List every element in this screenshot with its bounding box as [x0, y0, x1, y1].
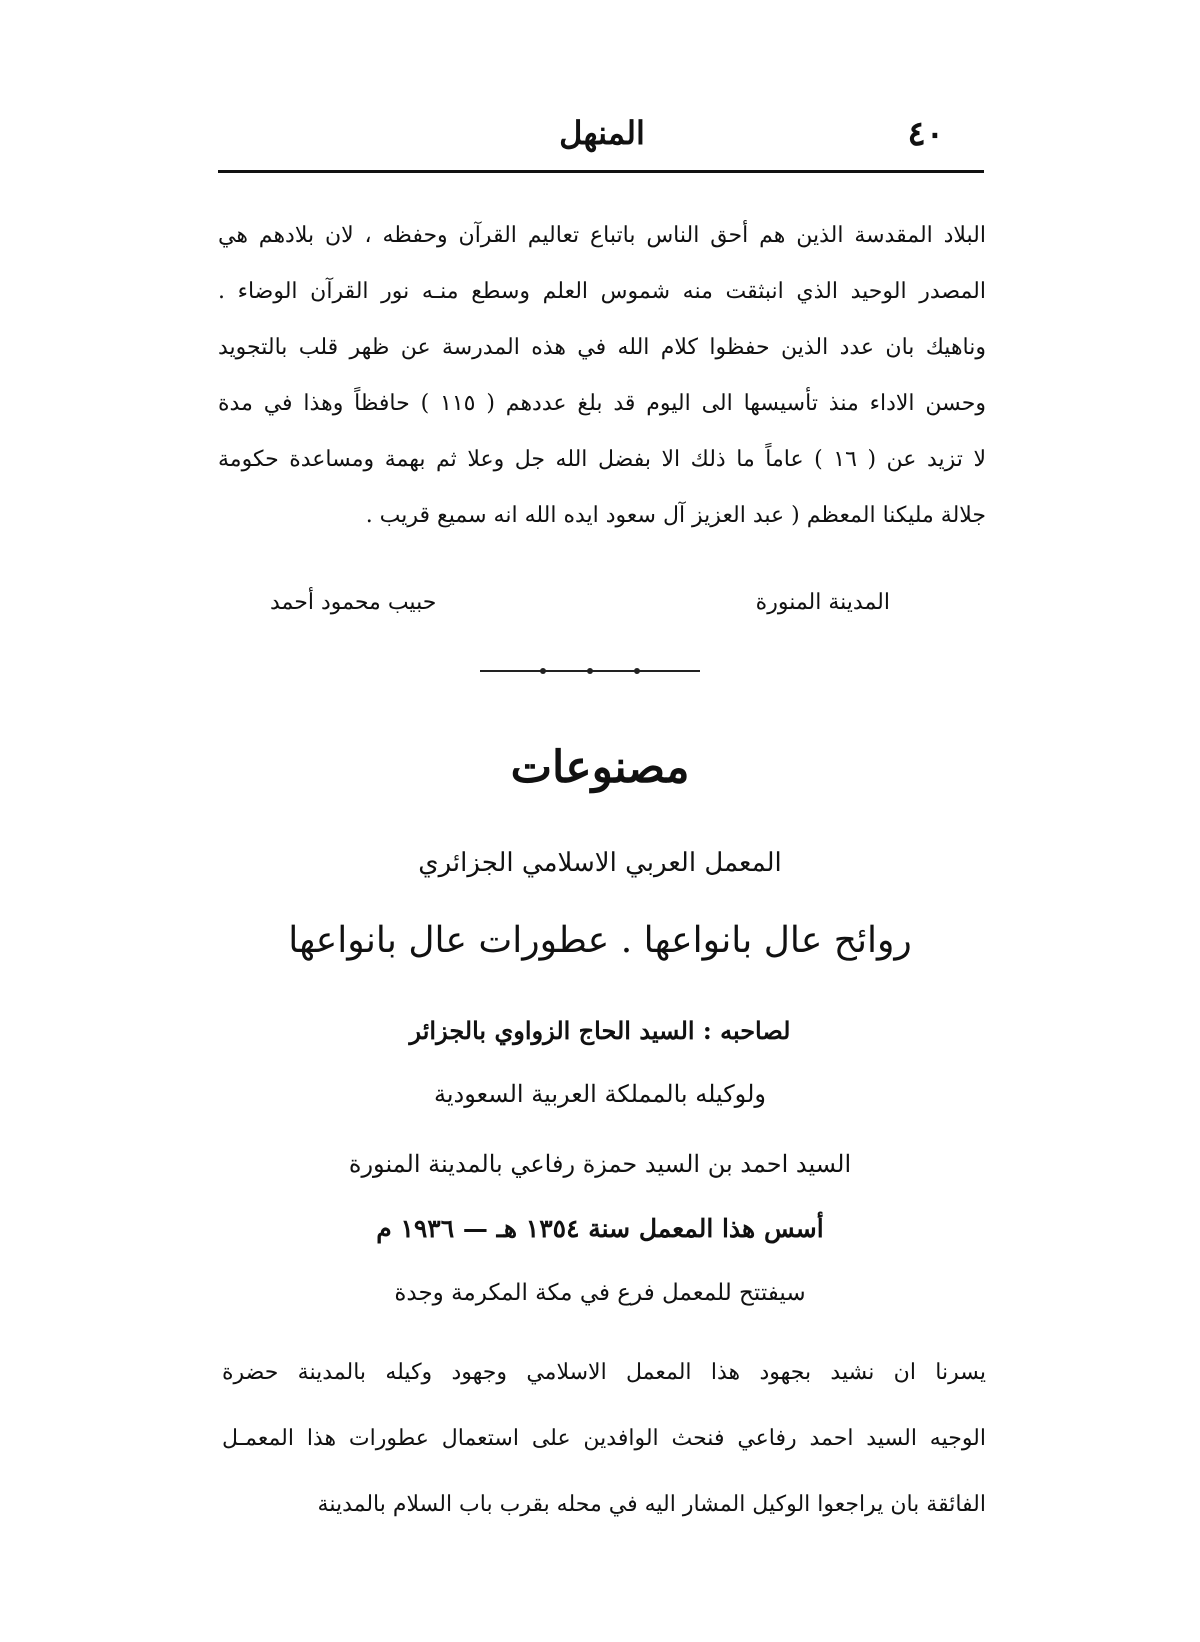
header-rule — [218, 170, 984, 173]
ad-section-title: مصنوعات — [510, 742, 690, 793]
article-line: وناهيك بان عدد الذين حفظوا كلام الله في هذه المدرسة عن ظهر قلب بالتجويد — [218, 335, 986, 360]
ad-paragraph-line: الفائقة بان يراجعوا الوكيل المشار اليه في محله بقرب باب السلام بالمدينة — [317, 1492, 986, 1517]
article-line: وحسن الاداء منذ تأسيسها الى اليوم قد بلغ عددهم ( ١١٥ ) حافظاً وهذا في مدة — [218, 391, 986, 416]
article-body — [218, 208, 986, 544]
ad-products: روائح عال بانواعها . عطورات عال بانواعها — [288, 920, 912, 961]
ad-agent-title: ولوكيله بالمملكة العربية السعودية — [434, 1080, 766, 1108]
article-line: لا تزيد عن ( ١٦ ) عاماً ما ذلك الا بفضل الله جل وعلا ثم بهمة ومساعدة حكومة — [218, 447, 986, 472]
running-header — [222, 108, 982, 164]
ad-paragraph — [222, 1340, 986, 1538]
signature-name: حبيب محمود أحمد — [270, 590, 437, 615]
divider-dot — [587, 668, 593, 674]
ad-founded: أسس هذا المعمل سنة ١٣٥٤ هـ — ١٩٣٦ م — [376, 1214, 824, 1243]
ad-branch: سيفتتح للمعمل فرع في مكة المكرمة وجدة — [394, 1280, 806, 1306]
ad-factory-name: المعمل العربي الاسلامي الجزائري — [418, 848, 782, 878]
article-line: المصدر الوحيد الذي انبثقت منه شموس العلم وسطع منـه نور القرآن الوضاء . — [218, 279, 986, 304]
signature-row — [270, 590, 890, 630]
ad-paragraph-line: الوجيه السيد احمد رفاعي فنحث الوافدين على استعمال عطورات هذا المعمـل — [222, 1426, 986, 1451]
signature-place: المدينة المنورة — [755, 590, 890, 615]
divider-dot — [634, 668, 640, 674]
ad-paragraph-line: يسرنا ان نشيد بجهود هذا المعمل الاسلامي وجهود وكيله بالمدينة حضرة — [222, 1360, 986, 1385]
ad-owner: لصاحبه : السيد الحاج الزواوي بالجزائر — [409, 1016, 791, 1045]
article-line: جلالة مليكنا المعظم ( عبد العزيز آل سعود ايده الله انه سميع قريب . — [365, 503, 986, 528]
journal-name: المنهل — [559, 114, 645, 152]
article-line: البلاد المقدسة الذين هم أحق الناس باتباع تعاليم القرآن وحفظه ، لان بلادهم هي — [218, 223, 986, 248]
page-number: ٤٠ — [907, 114, 944, 154]
section-divider — [480, 668, 700, 674]
divider-dot — [540, 668, 546, 674]
ad-agent-name: السيد احمد بن السيد حمزة رفاعي بالمدينة المنورة — [348, 1150, 852, 1178]
